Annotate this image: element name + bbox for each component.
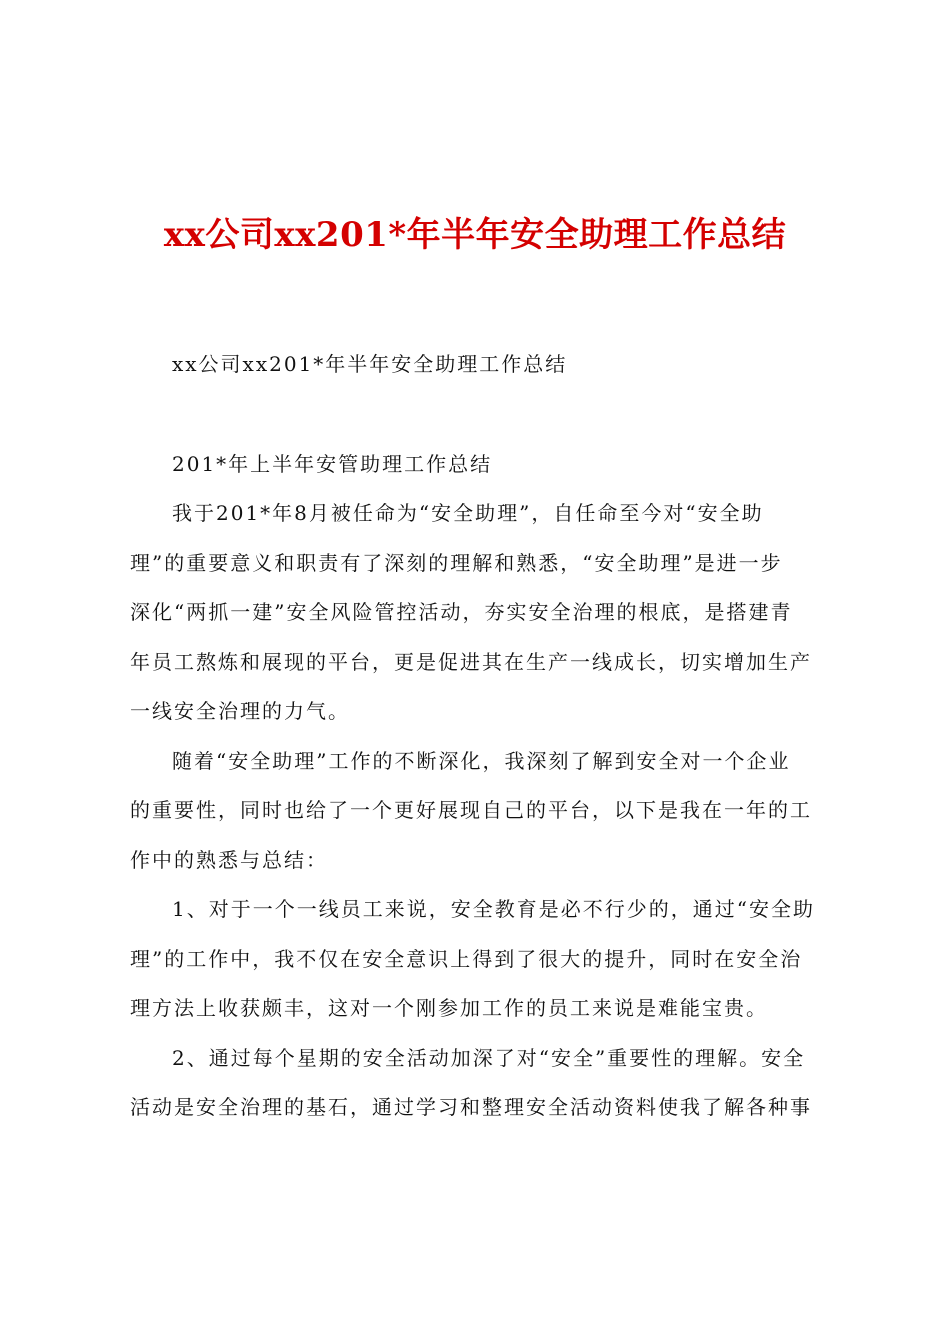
paragraph-4 [130,1034,830,1133]
paragraph-line: 作中的熟悉与总结： [130,847,328,872]
paragraph-line: 年员工熬炼和展现的平台，更是促进其在生产一线成长，切实增加生产 [130,649,812,674]
document-title: xx公司xx201*年半年安全助理工作总结 [163,215,787,255]
paragraph-line: 一线安全治理的力气。 [130,699,350,723]
paragraph-line: 的重要性，同时也给了一个更好展现自己的平台，以下是我在一年的工 [130,798,812,822]
paragraph-line: 理”的重要意义和职责有了深刻的理解和熟悉，“安全助理”是进一步 [130,550,783,575]
paragraph-line: 活动是安全治理的基石，通过学习和整理安全活动资料使我了解各种事 [130,1095,812,1119]
paragraph-line: 理方法上收获颇丰，这对一个刚参加工作的员工来说是难能宝贵。 [130,996,768,1020]
paragraph-line: 2、通过每个星期的安全活动加深了对“安全”重要性的理解。安全 [172,1045,806,1070]
paragraph-line: 1、对于一个一线员工来说，安全教育是必不行少的，通过“安全助 [172,897,815,921]
paragraph-line: 深化“两抓一建”安全风险管控活动，夯实安全治理的根底，是搭建青 [130,600,793,624]
document-subtitle: xx公司xx201*年半年安全助理工作总结 [172,352,568,376]
paragraph-line: 随着“安全助理”工作的不断深化，我深刻了解到安全对一个企业 [172,748,791,773]
paragraph-1 [130,489,830,737]
paragraph-3 [130,885,830,1034]
paragraph-line: 我于201*年8月被任命为“安全助理”，自任命至今对“安全助 [172,501,764,525]
paragraph-line: 理”的工作中，我不仅在安全意识上得到了很大的提升，同时在安全治 [130,946,803,971]
paragraph-2 [130,737,830,886]
section-heading: 201*年上半年安管助理工作总结 [172,451,493,476]
document-body [130,340,830,1133]
